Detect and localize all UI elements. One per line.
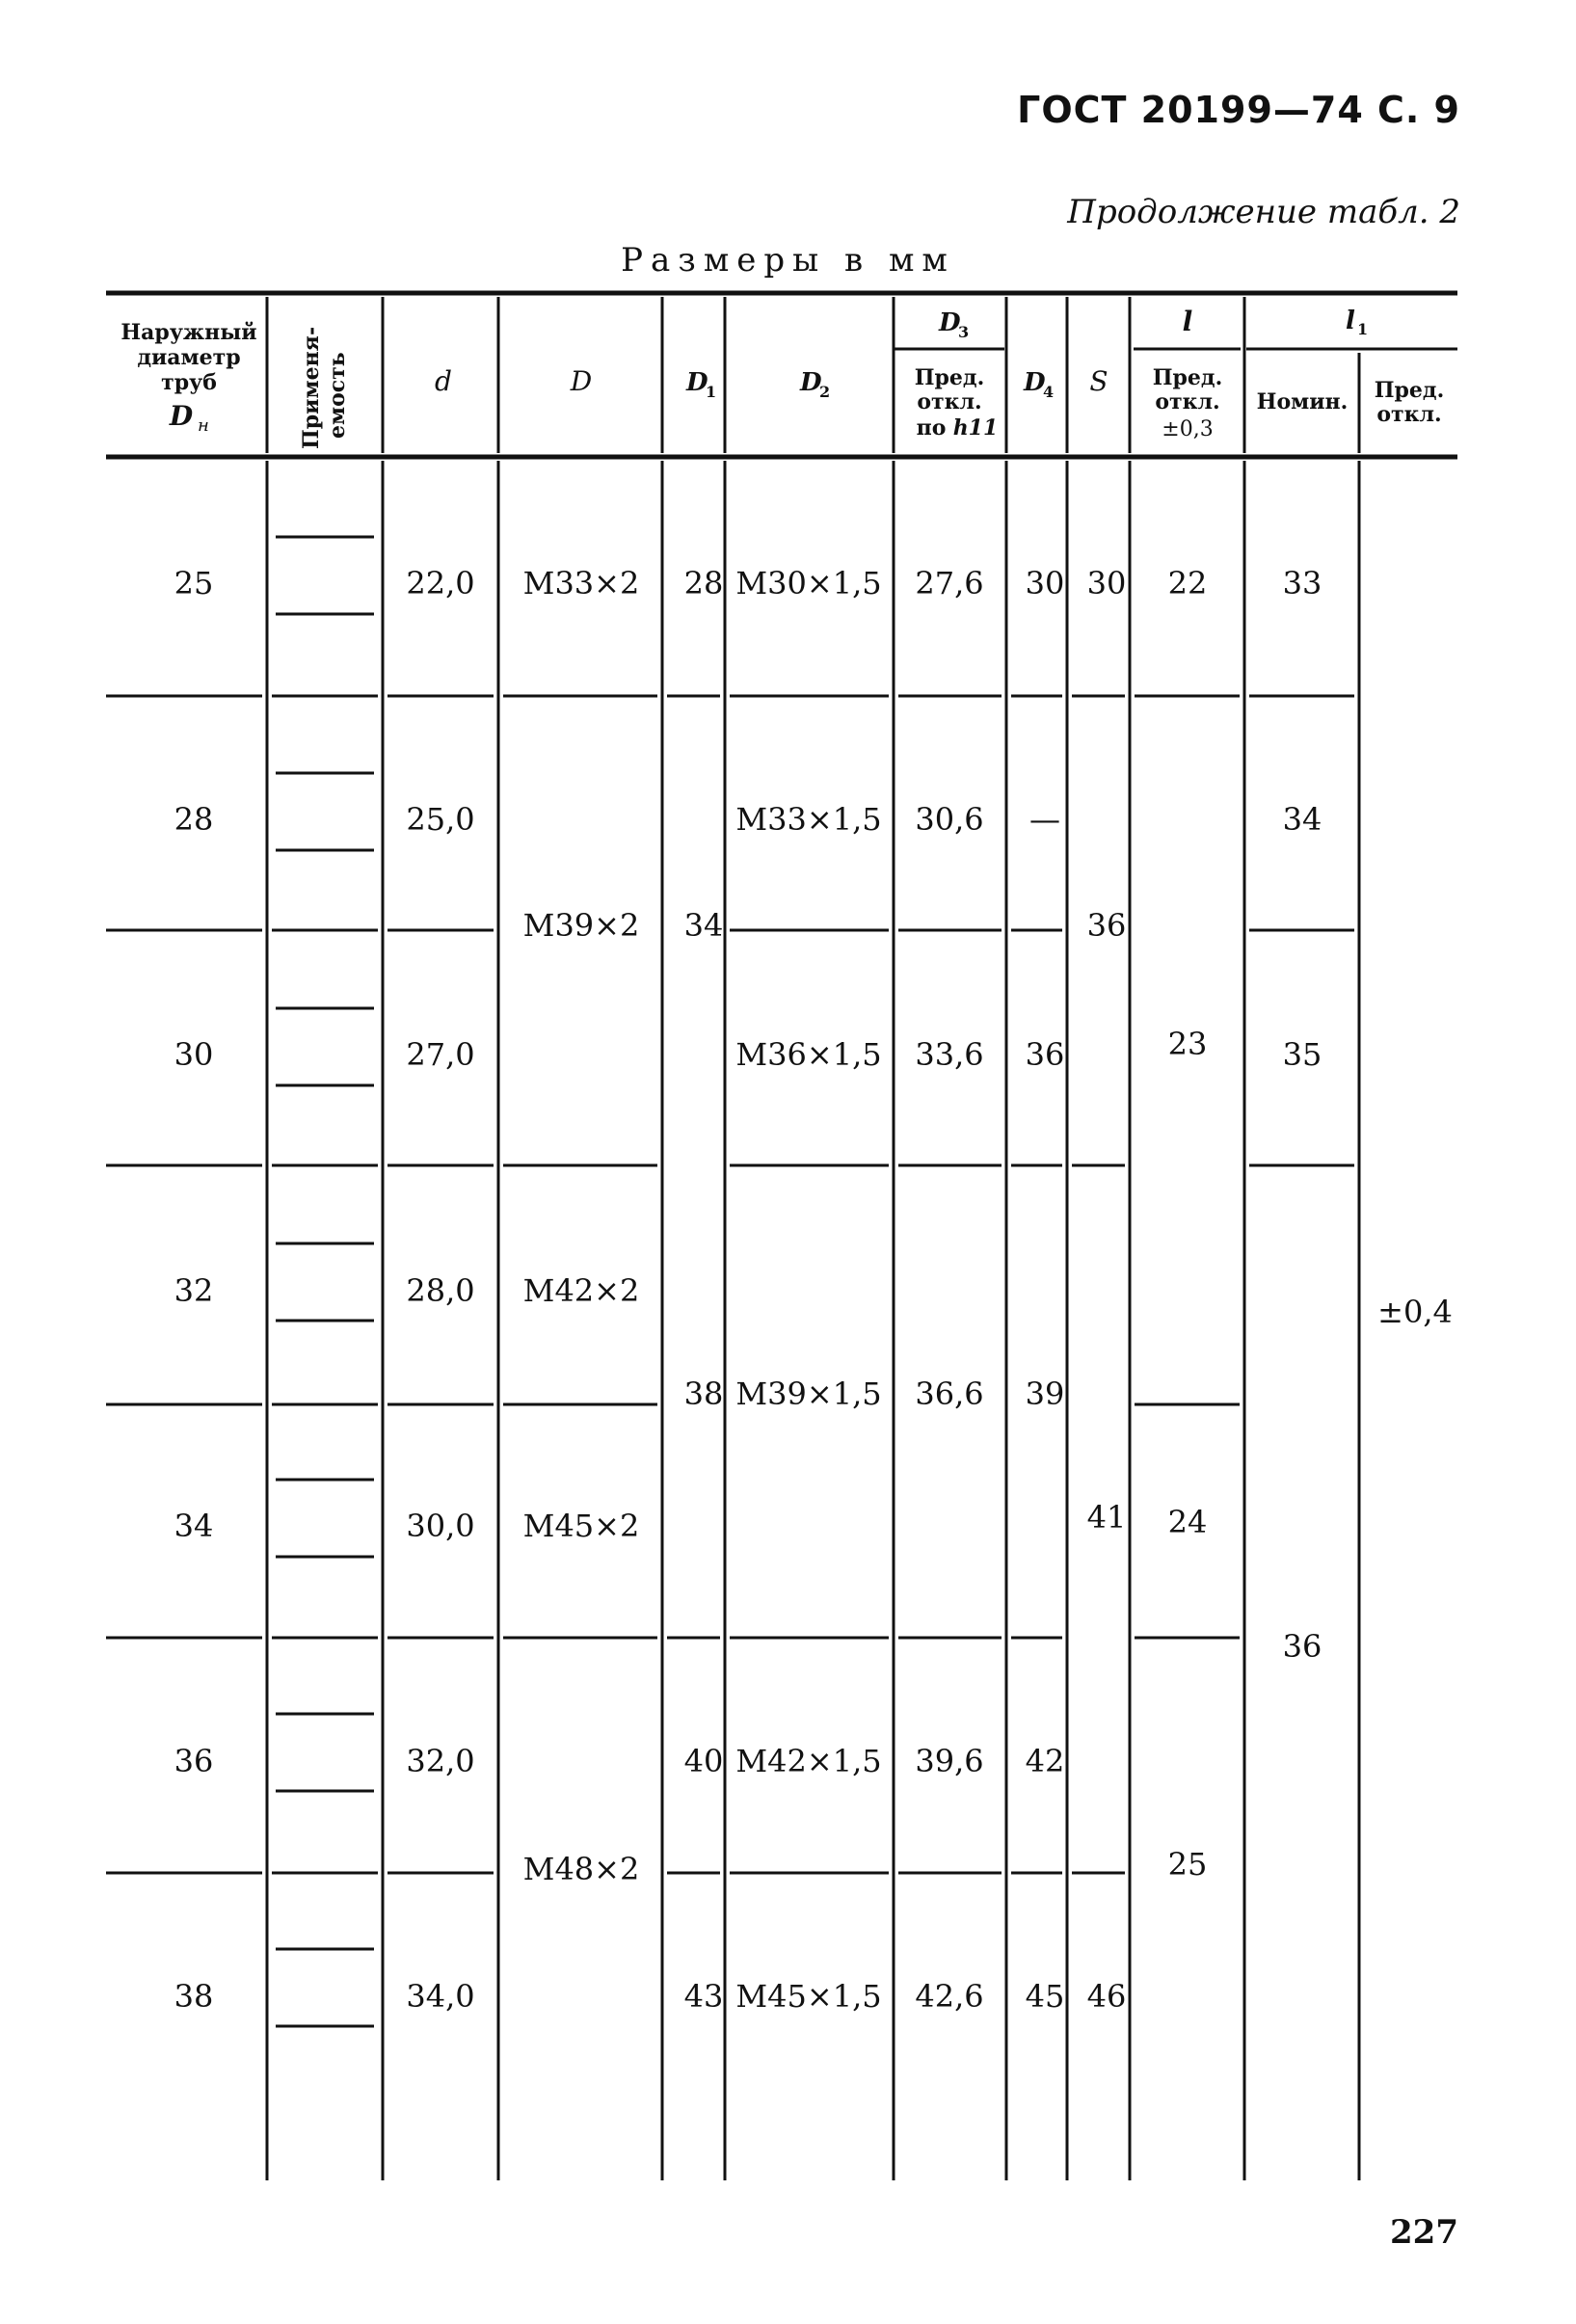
cell-l: 22	[1167, 565, 1208, 601]
cell-D4: 42	[1025, 1743, 1065, 1779]
col-l-dev-line: откл.	[1155, 389, 1220, 414]
cell-S: 30	[1086, 565, 1127, 601]
cell-D1: 38	[683, 1376, 724, 1412]
cell-dn: 25	[174, 565, 214, 601]
col-S: S	[1089, 365, 1109, 397]
cell-D1: 40	[683, 1743, 724, 1779]
cell-D1: 28	[683, 565, 724, 601]
col-D3: D	[939, 308, 961, 337]
col-dn-symbol: D	[169, 400, 194, 432]
cell-l: 24	[1167, 1504, 1208, 1540]
cell-D2: M45×1,5	[735, 1978, 882, 2015]
cell-D4: 36	[1025, 1036, 1065, 1073]
col-l1-subscript: 1	[1357, 320, 1369, 338]
cell-D4: —	[1029, 801, 1060, 838]
col-l1-nominal: Номин.	[1256, 389, 1349, 414]
cell-D4: 30	[1025, 565, 1065, 601]
cell-l1-nominal: 33	[1282, 565, 1322, 601]
col-l1-dev-line: откл.	[1376, 402, 1442, 427]
table-caption: Продолжение табл. 2	[1067, 193, 1460, 231]
cell-dn: 36	[174, 1743, 214, 1779]
col-D2-subscript: 2	[819, 383, 831, 401]
cell-l: 25	[1167, 1846, 1208, 1883]
units-caption: Размеры в мм	[621, 241, 955, 280]
col-d: d	[435, 365, 452, 397]
cell-D: M48×2	[522, 1851, 640, 1887]
col-D3-dev-line: откл.	[917, 389, 982, 414]
cell-d: 25,0	[406, 801, 475, 838]
cell-D4: 39	[1025, 1376, 1065, 1412]
cell-d: 32,0	[406, 1743, 475, 1779]
cell-D3: 33,6	[915, 1036, 984, 1073]
col-dn-line: Наружный	[120, 320, 257, 345]
col-D1-subscript: 1	[706, 383, 717, 401]
col-dn-line: труб	[161, 370, 217, 395]
col-l1-dev-line: Пред.	[1374, 378, 1445, 403]
cell-l1-nominal: 36	[1282, 1628, 1322, 1665]
col-applicability-line: емость	[325, 352, 350, 439]
col-D3-subscript: 3	[958, 323, 970, 341]
cell-D2: M30×1,5	[735, 565, 882, 601]
cell-l: 23	[1167, 1026, 1208, 1062]
col-dn-subscript: н	[198, 415, 209, 436]
col-D2: D	[800, 368, 822, 397]
cell-d: 22,0	[406, 565, 475, 601]
cell-S: 46	[1086, 1978, 1127, 2015]
cell-D2: M36×1,5	[735, 1036, 882, 1073]
cell-D2: M42×1,5	[735, 1743, 882, 1779]
cell-D3: 39,6	[915, 1743, 984, 1779]
cell-dn: 32	[174, 1272, 214, 1309]
col-l1: l	[1346, 307, 1355, 335]
cell-D: M33×2	[522, 565, 640, 601]
cell-D2: M33×1,5	[735, 801, 882, 838]
col-dn-line: диаметр	[137, 345, 241, 370]
col-D3-dev-line: по	[916, 415, 947, 441]
cell-D2: M39×1,5	[735, 1376, 882, 1412]
cell-l1-deviation: ±0,4	[1377, 1294, 1453, 1330]
cell-D: M42×2	[522, 1272, 640, 1309]
cell-dn: 28	[174, 801, 214, 838]
cell-d: 27,0	[406, 1036, 475, 1073]
cell-D3: 36,6	[915, 1376, 984, 1412]
cell-S: 41	[1086, 1499, 1127, 1536]
cell-D4: 45	[1025, 1978, 1065, 2015]
cell-l1-nominal: 34	[1282, 801, 1322, 838]
cell-D: M39×2	[522, 907, 640, 944]
cell-l1-nominal: 35	[1282, 1036, 1322, 1073]
cell-S: 36	[1086, 907, 1127, 944]
cell-dn: 38	[174, 1978, 214, 2015]
cell-D: M45×2	[522, 1508, 640, 1544]
cell-D1: 43	[683, 1978, 724, 2015]
cell-D3: 30,6	[915, 801, 984, 838]
cell-d: 34,0	[406, 1978, 475, 2015]
document-header: ГОСТ 20199—74 С. 9	[1017, 89, 1460, 131]
col-D: D	[570, 365, 593, 397]
col-l: l	[1182, 306, 1193, 337]
col-l-dev-line: Пред.	[1152, 365, 1223, 390]
cell-D1: 34	[683, 907, 724, 944]
cell-D3: 27,6	[915, 565, 984, 601]
col-D3-dev-line: Пред.	[914, 365, 985, 390]
cell-d: 28,0	[406, 1272, 475, 1309]
col-D3-dev-tolerance: h11	[952, 415, 999, 441]
col-D4-subscript: 4	[1043, 383, 1055, 401]
cell-D3: 42,6	[915, 1978, 984, 2015]
col-D4: D	[1024, 368, 1046, 397]
cell-dn: 34	[174, 1508, 214, 1544]
col-D1: D	[686, 368, 708, 397]
col-l-dev-line: ±0,3	[1162, 417, 1214, 441]
page-number: 227	[1390, 2213, 1458, 2252]
col-applicability-line: Применя-	[299, 326, 324, 449]
cell-d: 30,0	[406, 1508, 475, 1544]
cell-dn: 30	[174, 1036, 214, 1073]
